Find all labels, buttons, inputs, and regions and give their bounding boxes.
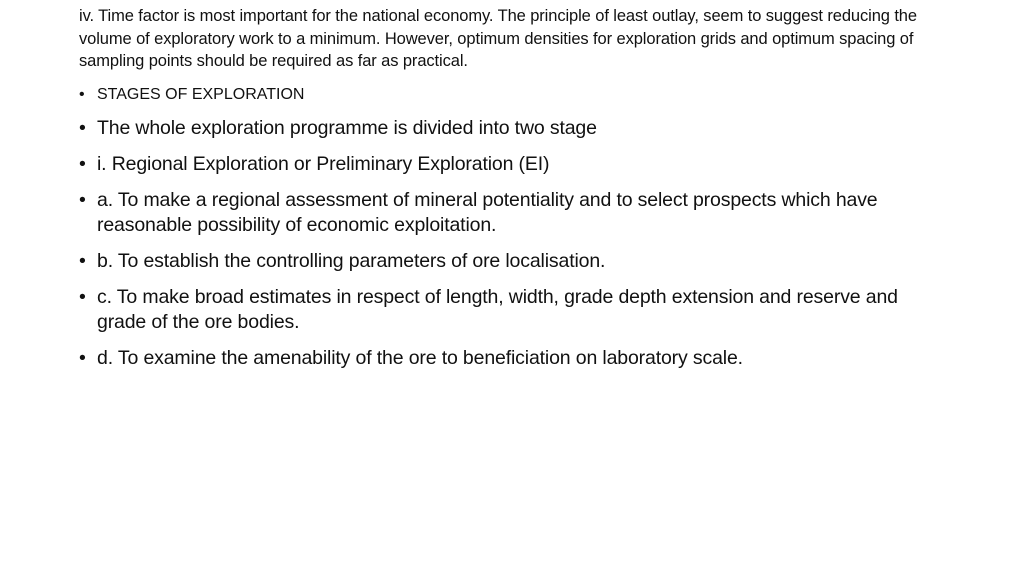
bullet-objective-a: • a. To make a regional assessment of mineral potentiality and to select prospects which have reasonable possibility of economic exploitation. <box>79 188 939 238</box>
bullet-objective-c: • c. To make broad estimates in respect of length, width, grade depth extension and reserve and grade of the ore bodies. <box>79 285 939 335</box>
intro-paragraph: iv. Time factor is most important for the national economy. The principle of least outlay, seem to suggest reducing the volume of exploratory work to a minimum. However, optimum densities for exploration grids and optimum spacing of sampling points should be required as far as practical. <box>79 7 917 70</box>
bullet-stages-heading: • STAGES OF EXPLORATION <box>79 83 939 107</box>
bullet-list <box>79 83 939 382</box>
bullet-objective-b: • b. To establish the controlling parameters of ore localisation. <box>79 249 939 274</box>
bullet-programme-stages: • The whole exploration programme is divided into two stage <box>79 116 939 141</box>
bullet-regional-exploration: • i. Regional Exploration or Preliminary Exploration (EI) <box>79 152 939 177</box>
bullet-objective-d: • d. To examine the amenability of the ore to beneficiation on laboratory scale. <box>79 346 939 371</box>
